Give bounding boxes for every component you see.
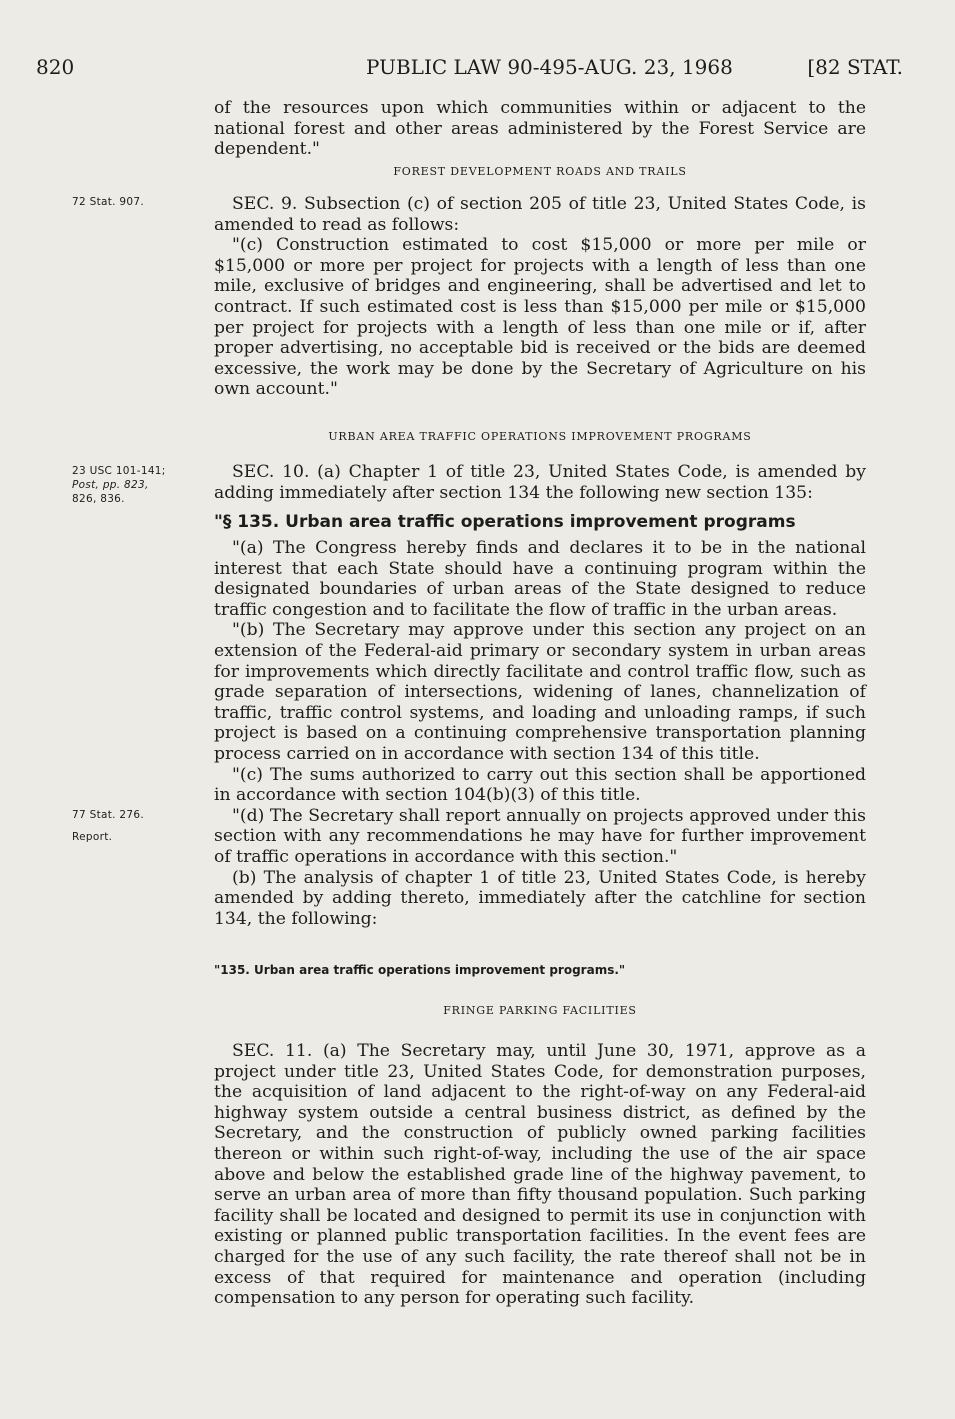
margin-note-72-stat: 72 Stat. 907. [72,196,144,208]
margin-note-77-stat: 77 Stat. 276. [72,809,144,821]
heading-urban-traffic: URBAN AREA TRAFFIC OPERATIONS IMPROVEMENT PROGRAMS [328,430,752,443]
section-11: SEC. 11. (a) The Secretary may, until June 30, 1971, approve as a project under title 23, United States Code, for demonstration purposes, the acquisition of land adjacent to the right-of-way on any Federal-aid highway system outside a central business district, as defined by the Secretary, and the construction of publicly owned parking facilities thereon or within such right-of-way, including the use of the air space above and below the established grade line of the highway pavement, to serve an urban area of more than fifty thousand population. Such parking facility shall be located and designed to permit its use in conjunction with existing or planned public transportation facilities. In the event fees are charged for the use of any such facility, the rate thereof shall not be in excess of that required for maintenance and operation (including compensation to any person for operating such facility. [214,1041,866,1309]
statute-volume: [82 STAT. [807,55,903,79]
margin-note-23-usc: 23 USC 101-141; Post, pp. 823, 826, 836. [72,465,166,505]
margin-note-report: Report. [72,831,113,843]
page-header [36,55,903,87]
section-9: SEC. 9. Subsection (c) of section 205 of title 23, United States Code, is amended to read as follows: "(c) Construction estimated to cost $15,000 or more per mile or $15,000 or more per project for projects with a length of less than one mile, exclusive of bridges and engineering, shall be advertised and let to contract. If such estimated cost is less than $15,000 per mile or $15,000 per project for projects with a length of less than one mile or if, after proper advertising, no acceptable bid is received or the bids are deemed excessive, the work may be done by the Secretary of Agriculture on his own account." [214,194,866,400]
section-135-title: "§ 135. Urban area traffic operations improvement programs [214,512,796,532]
catchline-135: "135. Urban area traffic operations improvement programs." [214,963,626,977]
intro-paragraph: of the resources upon which communities within or adjacent to the national forest and other areas administered by the Forest Service are dependent." [214,98,866,160]
page-number: 820 [36,55,75,79]
heading-fringe-parking: FRINGE PARKING FACILITIES [443,1004,637,1017]
running-title: PUBLIC LAW 90-495-AUG. 23, 1968 [366,55,733,79]
section-10-body: "(a) The Congress hereby finds and declares it to be in the national interest that each State should have a continuing program within the designated boundaries of urban areas of the State designed to reduce traffic congestion and to facilitate the flow of traffic in the urban areas. "(b) The Secretary may approve under this section any project on an extension of the Federal-aid primary or secondary system in urban areas for improvements which directly facilitate and control traffic flow, such as grade separation of intersections, widening of lanes, channelization of traffic, traffic control systems, and loading and unloading ramps, if such project is based on a continuing comprehensive transportation planning process carried on in accordance with section 134 of this title. "(c) The sums authorized to carry out this section shall be apportioned in accordance with section 104(b)(3) of this title. "(d) The Secretary shall report annually on projects approved under this section with any recommendations he may have for further improvement of traffic operations in accordance with this section." (b) The analysis of chapter 1 of title 23, United States Code, is hereby amended by adding thereto, immediately after the catchline for section 134, the following: [214,538,866,929]
section-10-intro: SEC. 10. (a) Chapter 1 of title 23, United States Code, is amended by adding immediately after section 134 the following new section 135: [214,462,866,503]
heading-forest-roads: FOREST DEVELOPMENT ROADS AND TRAILS [393,165,687,178]
